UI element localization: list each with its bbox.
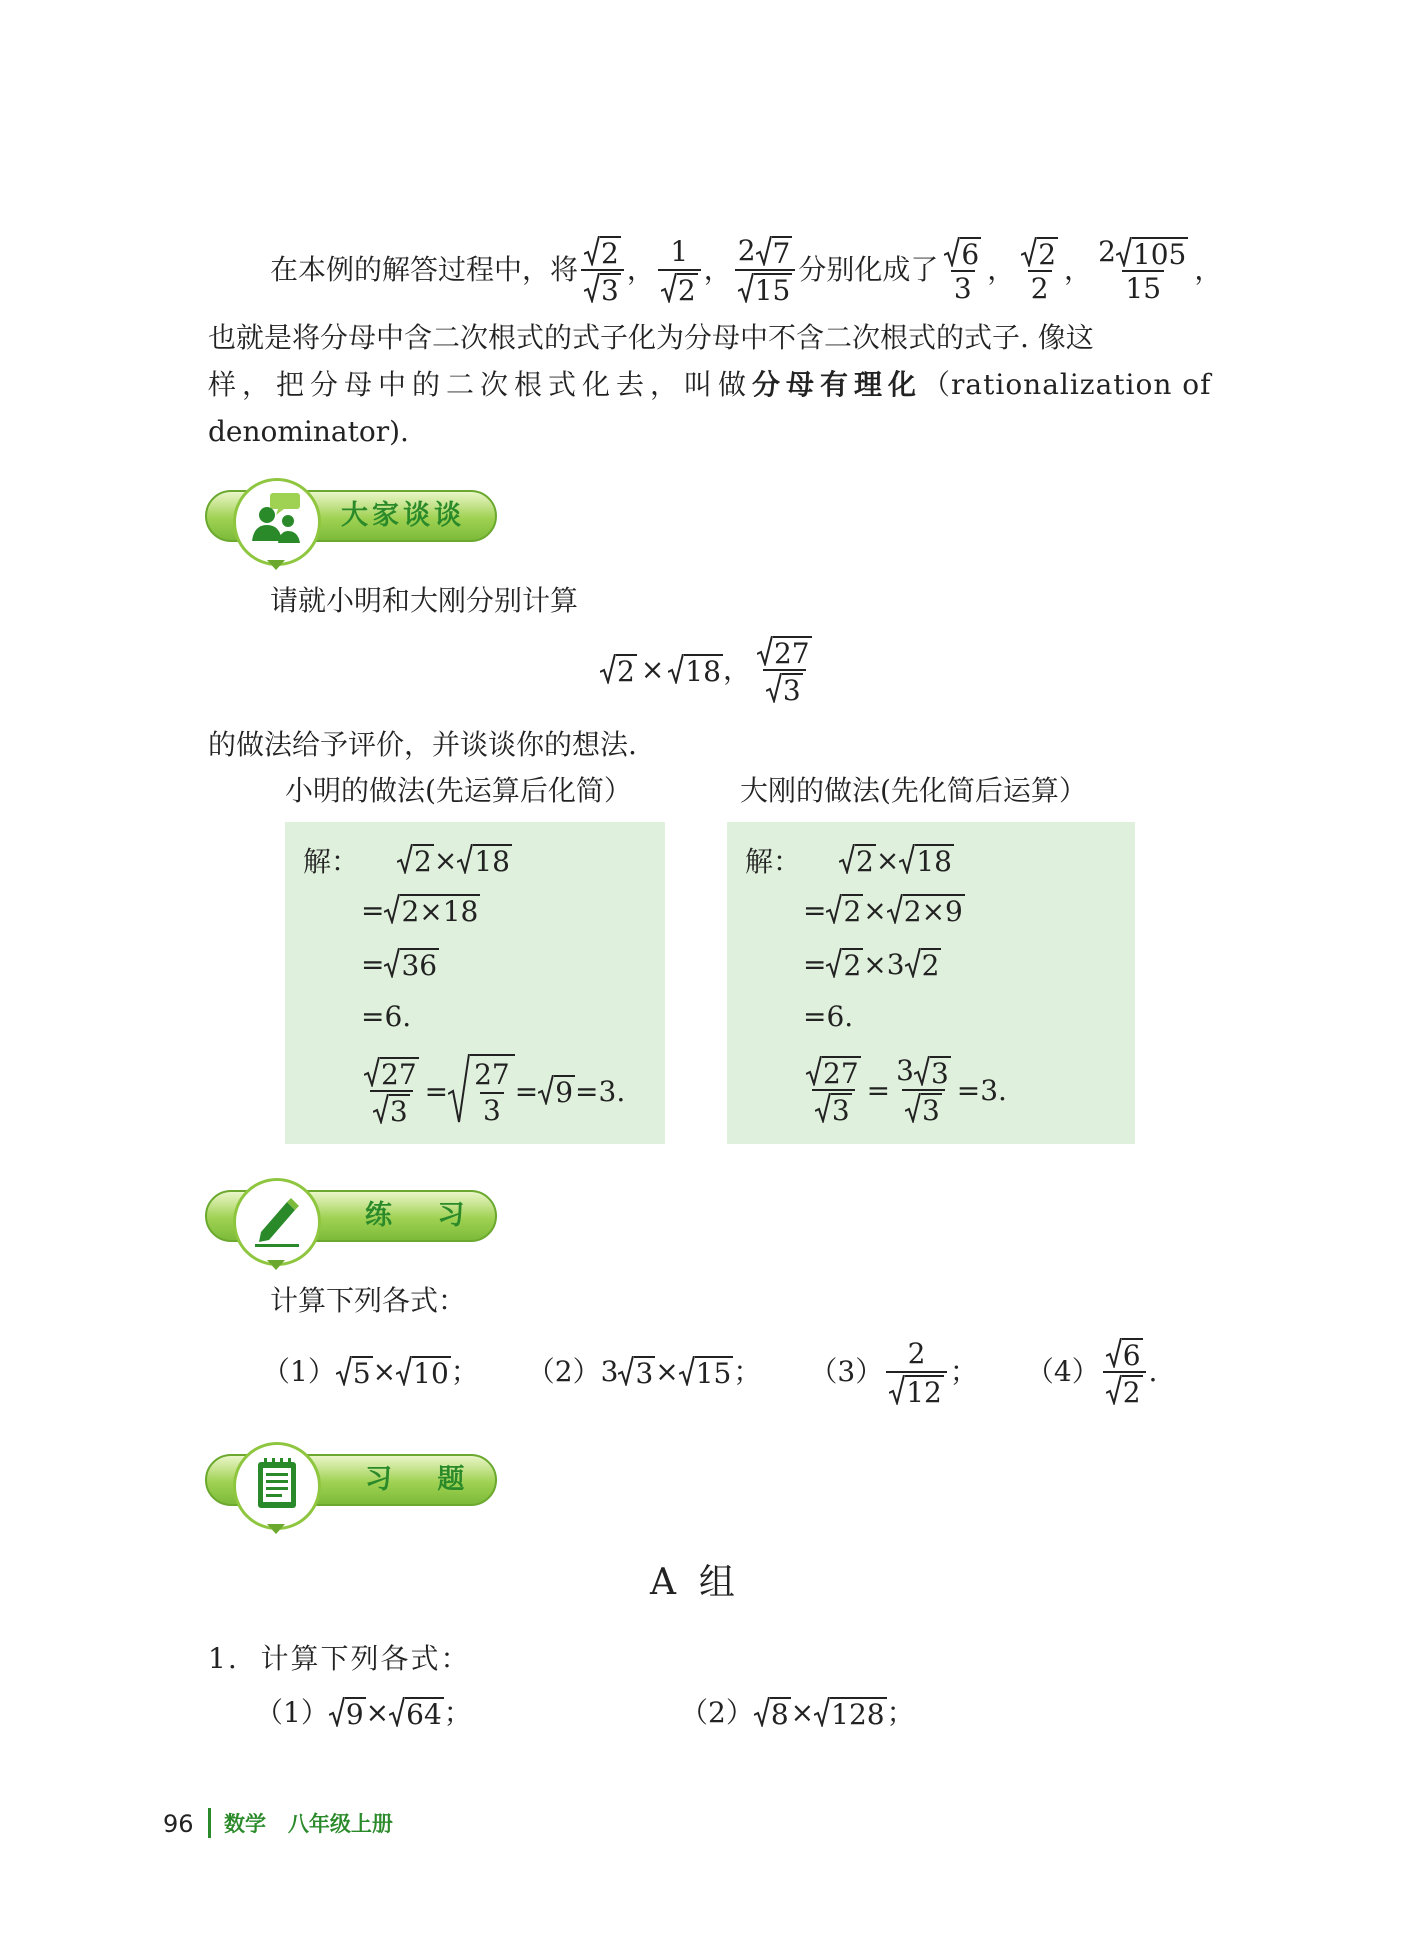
page-number: 96 bbox=[163, 1810, 194, 1838]
dg-row1: 解： 2 × 18 bbox=[745, 843, 952, 878]
dg-row3: = 2 ×3 2 bbox=[803, 948, 940, 982]
practice-item-4: （4） $\frac{6}{2}$ . bbox=[1025, 1339, 1158, 1409]
practice-items bbox=[262, 1332, 1157, 1412]
exercise-q1-item-2: （2） 8 × 128 ； bbox=[680, 1696, 915, 1731]
people-talking-icon bbox=[248, 491, 306, 553]
banner-discuss-label: 大家谈谈 bbox=[341, 500, 465, 531]
xiaoming-solution-box bbox=[285, 822, 665, 1144]
practice-intro: 计算下列各式： bbox=[270, 1284, 467, 1317]
banner-practice-label: 练 习 bbox=[365, 1200, 483, 1231]
dagang-title: 大刚的做法(先化简后运算） bbox=[740, 774, 1087, 807]
banner-practice bbox=[205, 1178, 501, 1268]
xiaoming-title: 小明的做法(先运算后化简） bbox=[285, 774, 632, 807]
group-heading: A 组 bbox=[650, 1562, 735, 1603]
para1-mid: 分别化成了 bbox=[798, 253, 939, 286]
banner-exercises-label: 习 题 bbox=[365, 1464, 483, 1495]
para1-line1: 在本例的解答过程中，将 $\frac{2}{3}$ ， $\frac{1}{2}$ ， 2 7 15 分别化成了 $\frac{6}{3}$ ， $\frac{2}{2}$ ， 2 105 15 ， bbox=[270, 234, 1223, 307]
dg-row4: =6. bbox=[803, 1000, 854, 1033]
term-rationalization: 分母有理化 bbox=[752, 368, 923, 401]
discuss-expression: 2 × 18 ， $\frac{27}{3}$ bbox=[600, 630, 818, 710]
practice-item-1: （1） 5 × 10 ； bbox=[262, 1355, 479, 1390]
xm-row1: 解： 2 × 18 bbox=[303, 843, 510, 878]
xm-row2: = 2×18 bbox=[361, 894, 479, 928]
para1-line2: 也就是将分母中含二次根式的式子化为分母中不含二次根式的式子. 像这 bbox=[208, 321, 1094, 354]
practice-item-2: （2） 3 3 × 15 ； bbox=[526, 1355, 762, 1390]
xm-row5: $\frac{27}{3}$ = $\frac{27}{3}$ = 9 =3. bbox=[361, 1054, 625, 1128]
dagang-solution-box bbox=[727, 822, 1135, 1144]
frac-2sqrt7-over-sqrt15: 2 7 15 bbox=[735, 234, 796, 306]
footer-book-title: 数学 八年级上册 bbox=[224, 1812, 393, 1836]
banner-exercises bbox=[205, 1442, 501, 1532]
discuss-after: 的做法给予评价，并谈谈你的想法. bbox=[208, 728, 637, 761]
para1-line4: denominator). bbox=[208, 415, 409, 448]
frac-sqrt2-over-2: $\frac{2}{2}$ bbox=[1018, 235, 1061, 306]
footer-divider bbox=[208, 1808, 211, 1838]
frac-1-over-sqrt2: $\frac{1}{2}$ bbox=[658, 235, 701, 306]
frac-sqrt6-over-3: $\frac{6}{3}$ bbox=[941, 235, 984, 306]
para1-lead: 在本例的解答过程中，将 bbox=[270, 253, 579, 286]
practice-item-3: （3） $\frac{2}{12}$ ； bbox=[809, 1336, 978, 1409]
xm-row4: =6. bbox=[361, 1000, 412, 1033]
dg-row5: $\frac{27}{3}$ = 3 3 3 =3. bbox=[803, 1054, 1007, 1126]
discuss-intro: 请就小明和大刚分别计算 bbox=[270, 584, 579, 617]
frac-2sqrt105-over-15: 2 105 15 bbox=[1098, 234, 1187, 305]
dg-row2: = 2 × 2×9 bbox=[803, 894, 963, 928]
exercise-q1: 1. 计算下列各式： bbox=[208, 1642, 471, 1675]
banner-discuss bbox=[205, 478, 501, 568]
notepad-icon bbox=[252, 1456, 302, 1516]
exercise-q1-item-1: （1） 9 × 64 ； bbox=[255, 1696, 472, 1731]
xm-row3: = 36 bbox=[361, 948, 438, 982]
frac-sqrt2-over-sqrt3: $\frac{2}{3}$ bbox=[581, 234, 624, 306]
para1-line3: 样，把分母中的二次根式化去，叫做分母有理化（rationalization of bbox=[208, 368, 1212, 401]
pencil-icon bbox=[249, 1192, 305, 1252]
exercise-q1-items bbox=[255, 1688, 915, 1738]
